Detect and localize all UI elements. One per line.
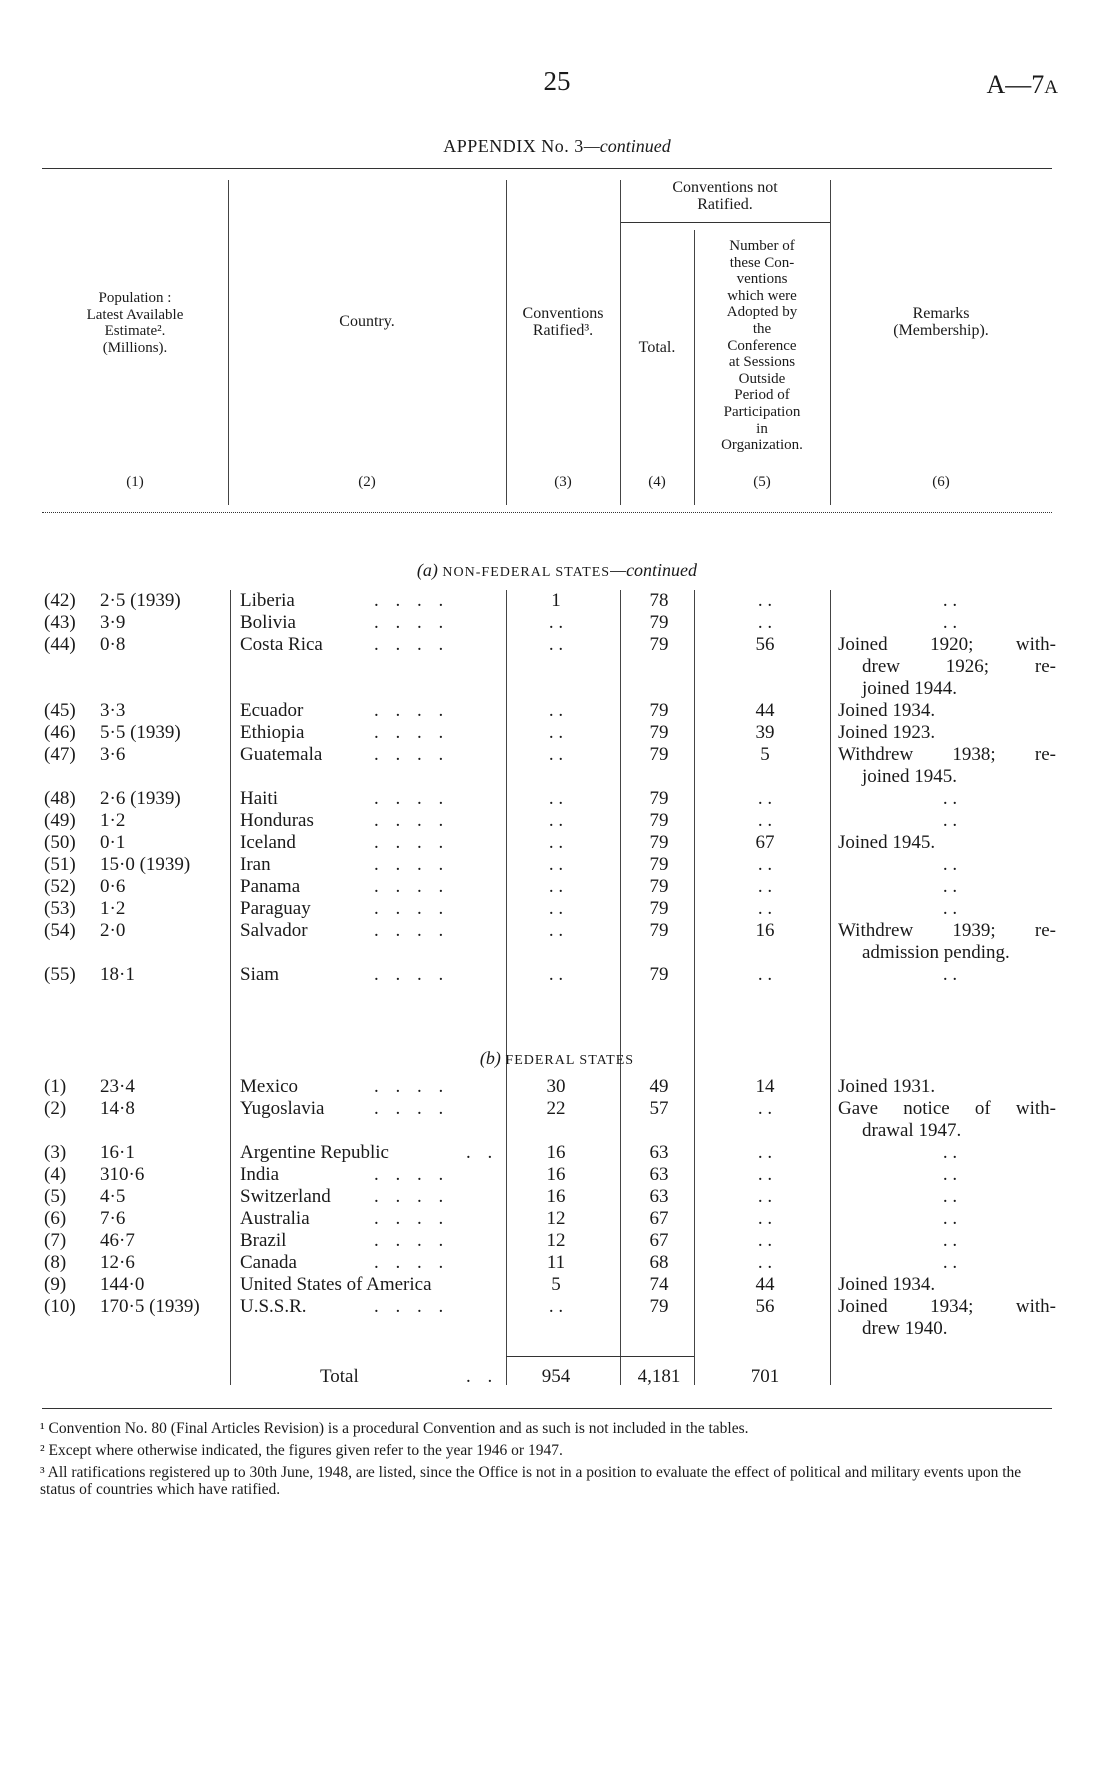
row-leader-dots: . . . . [374,788,450,809]
footnote-rule [42,1408,1052,1409]
totals-dots: . . [466,1366,499,1387]
row-leader-dots: . . . . [374,612,450,633]
row-population: 23·4 [100,1076,135,1097]
row-index: (44) [44,634,76,655]
row-country: United States of America [240,1274,432,1295]
row-index: (48) [44,788,76,809]
row-country: Panama [240,876,301,897]
row-index: (50) [44,832,76,853]
row-remarks: . . [942,1252,958,1273]
row-population: 2·0 [100,920,126,941]
row-adopted-outside: . . [757,1164,773,1185]
row-total-not-ratified: 63 [649,1142,669,1163]
row-index: (4) [44,1164,67,1185]
row-index: (2) [44,1098,67,1119]
row-ratified: . . [548,722,564,743]
footnote-3: ³ All ratifications registered up to 30th June, 1948, are listed, since the Office is not in a position to evaluate the effect of political and military events upon the status of countries which have ratified. [40,1464,1022,1498]
row-total-not-ratified: 63 [649,1164,669,1185]
row-leader-dots: . . . . [374,964,450,985]
header-population: Population : Latest Available Estimate². (Millions). [86,290,184,356]
row-country: Guatemala [240,744,323,765]
row-population: 0·8 [100,634,126,655]
row-country: Switzerland [240,1186,331,1207]
totals-ratified: 954 [541,1366,571,1387]
row-adopted-outside: . . [757,1252,773,1273]
row-remarks: . . [942,964,958,985]
row-adopted-outside: . . [757,788,773,809]
row-population: 1·2 [100,898,126,919]
row-total-not-ratified: 78 [649,590,669,611]
row-ratified: . . [548,832,564,853]
row-ratified: 5 [551,1274,561,1295]
header-bottom-rule [42,512,1052,513]
row-remarks: . . [942,898,958,919]
row-population: 16·1 [100,1142,135,1163]
row-remarks: . . [942,876,958,897]
header-conventions-ratified: Conventions Ratified³. [522,305,604,339]
row-adopted-outside: . . [757,854,773,875]
row-leader-dots: . . . . [374,876,450,897]
row-adopted-outside: 39 [755,722,775,743]
row-country: Costa Rica [240,634,323,655]
row-total-not-ratified: 67 [649,1230,669,1251]
row-country: Australia [240,1208,310,1229]
row-adopted-outside: 56 [755,1296,775,1317]
row-total-not-ratified: 79 [649,920,669,941]
row-population: 144·0 [100,1274,145,1295]
row-total-not-ratified: 67 [649,1208,669,1229]
row-leader-dots: . . . . [374,920,450,941]
row-index: (46) [44,722,76,743]
header-country: Country. [339,313,395,330]
row-total-not-ratified: 79 [649,744,669,765]
row-index: (7) [44,1230,67,1251]
row-population: 3·6 [100,744,126,765]
row-remarks: Joined 1934. [838,1274,936,1295]
row-index: (1) [44,1076,67,1097]
row-ratified: 22 [546,1098,566,1119]
row-ratified: . . [548,876,564,897]
row-country: Ethiopia [240,722,305,743]
row-total-not-ratified: 79 [649,1296,669,1317]
section-a-title: (a) NON-FEDERAL STATES—continued [416,560,698,580]
row-country: Canada [240,1252,297,1273]
row-adopted-outside: 5 [760,744,770,765]
row-ratified: . . [548,1296,564,1317]
row-population: 46·7 [100,1230,135,1251]
row-population: 3·9 [100,612,126,633]
row-ratified: . . [548,634,564,655]
row-ratified: . . [548,744,564,765]
row-country: Siam [240,964,280,985]
row-remarks: admission pending. [862,942,1010,963]
row-index: (53) [44,898,76,919]
row-leader-dots: . . . . [374,832,450,853]
row-leader-dots: . . . . [374,1252,450,1273]
row-total-not-ratified: 79 [649,898,669,919]
row-ratified: . . [548,854,564,875]
row-adopted-outside: . . [757,1098,773,1119]
row-country: Iran [240,854,271,875]
table-top-rule [42,168,1052,169]
row-index: (10) [44,1296,76,1317]
column-number-1: (1) [126,474,144,490]
row-remarks: Joined 1934; with- [838,1296,1056,1317]
header-remarks: Remarks (Membership). [893,305,989,339]
row-remarks: drew 1940. [862,1318,948,1339]
row-ratified: . . [548,612,564,633]
row-ratified: 16 [546,1142,566,1163]
row-remarks: . . [942,1230,958,1251]
totals-row [0,1366,1114,1388]
header-col-rule-2 [506,180,507,505]
row-remarks: Joined 1945. [838,832,936,853]
row-index: (5) [44,1186,67,1207]
row-total-not-ratified: 79 [649,832,669,853]
row-country: Bolivia [240,612,296,633]
row-total-not-ratified: 79 [649,964,669,985]
row-adopted-outside: . . [757,810,773,831]
row-leader-dots: . . . . [374,1076,450,1097]
row-index: (45) [44,700,76,721]
header-col-rule-1 [228,180,229,505]
row-index: (52) [44,876,76,897]
row-adopted-outside: 44 [755,1274,775,1295]
header-col-rule-5 [830,180,831,505]
row-index: (8) [44,1252,67,1273]
row-population: 2·6 (1939) [100,788,181,809]
row-population: 170·5 (1939) [100,1296,200,1317]
row-total-not-ratified: 49 [649,1076,669,1097]
row-remarks: . . [942,1208,958,1229]
row-index: (54) [44,920,76,941]
table-row [0,832,1114,854]
row-total-not-ratified: 79 [649,788,669,809]
row-total-not-ratified: 79 [649,810,669,831]
row-adopted-outside: . . [757,1142,773,1163]
row-leader-dots: . . . . [374,1164,450,1185]
row-country: Mexico [240,1076,299,1097]
row-country: Salvador [240,920,308,941]
row-leader-dots: . . [466,1142,499,1163]
row-leader-dots: . . . . [374,634,450,655]
row-index: (47) [44,744,76,765]
header-total: Total. [638,339,676,356]
row-population: 4·5 [100,1186,126,1207]
row-leader-dots: . . . . [374,1230,450,1251]
row-leader-dots: . . . . [374,1098,450,1119]
footnote-1: ¹ Convention No. 80 (Final Articles Revision) is a procedural Convention and as such is not included in the tables. [40,1420,749,1437]
totals-rule [506,1356,694,1357]
row-remarks: . . [942,590,958,611]
row-index: (9) [44,1274,67,1295]
row-index: (6) [44,1208,67,1229]
column-number-4: (4) [648,474,666,490]
row-country: Argentine Republic [240,1142,389,1163]
row-index: (51) [44,854,76,875]
column-number-3: (3) [554,474,572,490]
row-remarks: . . [942,788,958,809]
row-leader-dots: . . . . [374,898,450,919]
row-adopted-outside: . . [757,1186,773,1207]
row-remarks: Joined 1934. [838,700,936,721]
row-total-not-ratified: 79 [649,876,669,897]
row-ratified: . . [548,788,564,809]
row-total-not-ratified: 79 [649,612,669,633]
row-total-not-ratified: 57 [649,1098,669,1119]
row-ratified: 12 [546,1208,566,1229]
row-ratified: . . [548,920,564,941]
column-number-6: (6) [932,474,950,490]
row-country: Honduras [240,810,314,831]
row-ratified: . . [548,964,564,985]
row-adopted-outside: . . [757,1230,773,1251]
row-population: 14·8 [100,1098,135,1119]
row-ratified: 1 [551,590,561,611]
row-remarks: drew 1926; re- [862,656,1056,677]
totals-label: Total [320,1366,359,1387]
totals-total: 4,181 [637,1366,681,1387]
row-ratified: 16 [546,1186,566,1207]
row-ratified: 11 [546,1252,566,1273]
row-adopted-outside: . . [757,898,773,919]
row-population: 1·2 [100,810,126,831]
row-population: 7·6 [100,1208,126,1229]
section-b-title: (b) FEDERAL STATES [479,1048,635,1068]
row-population: 0·1 [100,832,126,853]
row-country: Ecuador [240,700,304,721]
row-population: 5·5 (1939) [100,722,181,743]
column-number-2: (2) [358,474,376,490]
row-leader-dots: . . . . [374,744,450,765]
row-ratified: . . [548,810,564,831]
row-population: 3·3 [100,700,126,721]
row-country: Iceland [240,832,296,853]
not-ratified-rule [620,222,830,223]
row-total-not-ratified: 79 [649,854,669,875]
row-total-not-ratified: 79 [649,700,669,721]
row-ratified: 30 [546,1076,566,1097]
row-index: (42) [44,590,76,611]
row-adopted-outside: . . [757,1208,773,1229]
header-adopted-outside: Number of these Con- ventions which were Adopted by the Conference at Sessions Outside Period of Participation in Organization. [721,238,803,454]
row-total-not-ratified: 63 [649,1186,669,1207]
row-remarks: joined 1944. [862,678,957,699]
row-leader-dots: . . . . [374,700,450,721]
column-number-5: (5) [753,474,771,490]
row-ratified: . . [548,898,564,919]
row-remarks: . . [942,1186,958,1207]
table-row [0,722,1114,744]
row-country: Brazil [240,1230,287,1251]
row-population: 2·5 (1939) [100,590,181,611]
row-population: 15·0 (1939) [100,854,191,875]
row-leader-dots: . . . . [374,1186,450,1207]
footnote-2: ² Except where otherwise indicated, the figures given refer to the year 1946 or 1947. [40,1442,563,1459]
row-population: 0·6 [100,876,126,897]
row-leader-dots: . . . . [374,1296,450,1317]
row-adopted-outside: 16 [755,920,775,941]
row-ratified: . . [548,700,564,721]
row-adopted-outside: . . [757,964,773,985]
row-leader-dots: . . . . [374,854,450,875]
row-population: 310·6 [100,1164,145,1185]
row-population: 12·6 [100,1252,135,1273]
row-total-not-ratified: 79 [649,722,669,743]
row-remarks: . . [942,1142,958,1163]
row-leader-dots: . . . . [374,810,450,831]
row-index: (49) [44,810,76,831]
row-country: Paraguay [240,898,311,919]
row-remarks: . . [942,810,958,831]
table-row [0,1076,1114,1098]
row-leader-dots: . . . . [374,722,450,743]
document-reference: A—7A [986,70,1058,99]
row-ratified: 12 [546,1230,566,1251]
page-number: 25 [543,66,571,96]
header-not-ratified: Conventions not Ratified. [672,179,778,213]
row-adopted-outside: 14 [755,1076,775,1097]
row-remarks: Joined 1923. [838,722,936,743]
row-remarks: drawal 1947. [862,1120,962,1141]
row-adopted-outside: 44 [755,700,775,721]
row-total-not-ratified: 79 [649,634,669,655]
row-adopted-outside: 56 [755,634,775,655]
row-remarks: Gave notice of with- [838,1098,1056,1119]
row-country: Yugoslavia [240,1098,325,1119]
appendix-title: APPENDIX No. 3—continued [443,136,671,156]
row-remarks: Joined 1931. [838,1076,936,1097]
row-remarks: . . [942,854,958,875]
row-country: U.S.S.R. [240,1296,307,1317]
row-adopted-outside: . . [757,876,773,897]
row-index: (55) [44,964,76,985]
row-leader-dots: . . . . [374,1208,450,1229]
row-remarks: . . [942,612,958,633]
row-adopted-outside: 67 [755,832,775,853]
table-row [0,700,1114,722]
row-remarks: joined 1945. [862,766,957,787]
row-adopted-outside: . . [757,612,773,633]
document-reference-suffix: A [1044,77,1058,98]
row-total-not-ratified: 68 [649,1252,669,1273]
row-index: (3) [44,1142,67,1163]
table-row [0,1274,1114,1296]
row-country: Haiti [240,788,278,809]
row-population: 18·1 [100,964,135,985]
row-leader-dots: . . . . [374,590,450,611]
row-remarks: . . [942,1164,958,1185]
row-index: (43) [44,612,76,633]
row-country: Liberia [240,590,295,611]
totals-adopted: 701 [750,1366,780,1387]
row-remarks: Joined 1920; with- [838,634,1056,655]
row-remarks: Withdrew 1938; re- [838,744,1056,765]
row-country: India [240,1164,280,1185]
row-ratified: 16 [546,1164,566,1185]
row-remarks: Withdrew 1939; re- [838,920,1056,941]
row-total-not-ratified: 74 [649,1274,669,1295]
row-adopted-outside: . . [757,590,773,611]
